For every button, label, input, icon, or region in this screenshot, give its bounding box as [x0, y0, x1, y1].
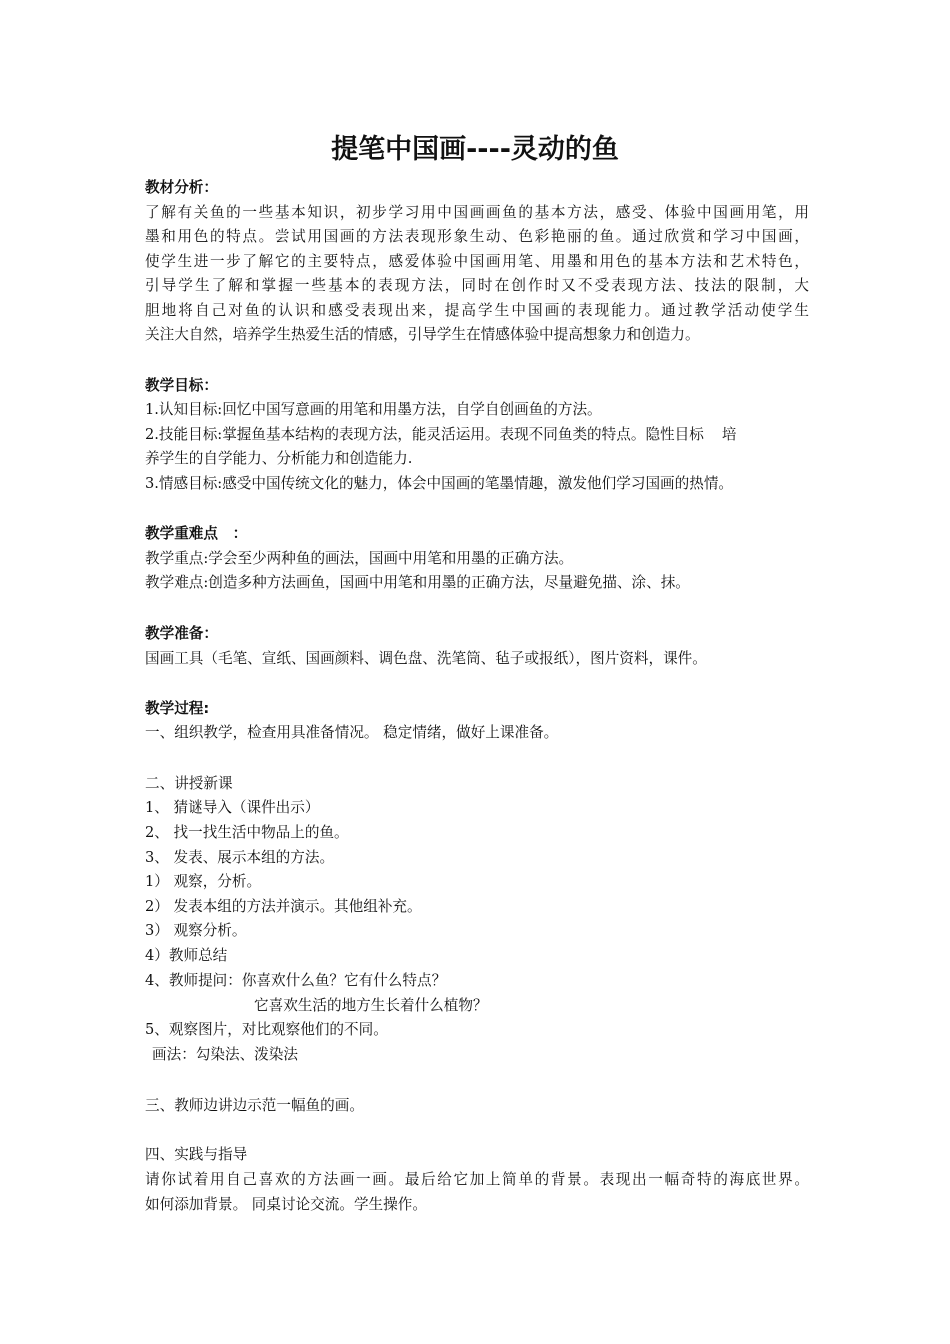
process-line: 四、实践与指导 [145, 1146, 248, 1163]
process-line: 三、教师边讲边示范一幅鱼的画。 [145, 1097, 364, 1114]
process-line: 如何添加背景。 同桌讨论交流。学生操作。 [145, 1196, 427, 1213]
process-line: 它喜欢生活的地方生长着什么植物？ [254, 997, 488, 1014]
process-line: 4）教师总结 [145, 947, 228, 964]
process-line: 4、教师提问：你喜欢什么鱼？它有什么特点？ [145, 972, 447, 989]
paragraph-line: 使学生进一步了解它的主要特点，感爱体验中国画用笔、用墨和用色的基本方法和艺术特色， [145, 253, 809, 270]
process-line: 2） 发表本组的方法并演示。其他组补充。 [145, 898, 422, 915]
process-line: 2、 找一找生活中物品上的鱼。 [145, 824, 349, 841]
process-line: 3） 观察分析。 [145, 922, 247, 939]
paragraph-line: 了解有关鱼的一些基本知识，初步学习用中国画画鱼的基本方法，感受、体验中国画用笔，用 [145, 204, 809, 221]
document-title: 提笔中国画----灵动的鱼 [331, 134, 619, 165]
goal-line-text: 2.技能目标:掌握鱼基本结构的表现方法，能灵活运用。表现不同鱼类的特点。隐性目标 [145, 426, 704, 443]
process-line: 请你试着用自己喜欢的方法画一画。最后给它加上简单的背景。表现出一幅奇特的海底世界。 [145, 1171, 809, 1188]
paragraph-line: 关注大自然，培养学生热爱生活的情感，引导学生在情感体验中提高想象力和创造力。 [145, 326, 700, 343]
process-line: 1） 观察，分析。 [145, 873, 262, 890]
goal-line [145, 423, 736, 447]
process-line: 画法：勾染法、泼染法 [152, 1046, 298, 1063]
preparation-line: 国画工具（毛笔、宣纸、国画颜料、调色盘、洗笔筒、毡子或报纸），图片资料，课件。 [145, 650, 707, 667]
process-line: 1、 猜谜导入（课件出示） [145, 799, 320, 816]
paragraph-line: 墨和用色的特点。尝试用国画的方法表现形象生动、色彩艳丽的鱼。通过欣赏和学习中国画， [145, 228, 809, 245]
process-line: 5、观察图片，对比观察他们的不同。 [145, 1021, 388, 1038]
goal-line: 1.认知目标:回忆中国写意画的用笔和用墨方法，自学自创画鱼的方法。 [145, 401, 602, 418]
paragraph-line: 胆地将自己对鱼的认识和感受表现出来，提高学生中国画的表现能力。通过教学活动使学生 [145, 302, 809, 319]
section-heading-teaching-process: 教学过程: [145, 700, 210, 717]
process-line: 3、 发表、展示本组的方法。 [145, 849, 335, 866]
paragraph-line: 引导学生了解和掌握一些基本的表现方法，同时在创作时又不受表现方法、技法的限制，大 [145, 277, 809, 294]
key-point-line: 教学重点:学会至少两种鱼的画法，国画中用笔和用墨的正确方法。 [145, 550, 574, 567]
goal-line-tail: 培 [721, 426, 737, 443]
section-heading-key-points: 教学重难点 ： [145, 525, 248, 542]
process-line: 一、组织教学，检查用具准备情况。 稳定情绪，做好上课准备。 [145, 724, 559, 741]
section-heading-teaching-goals: 教学目标： [145, 377, 218, 394]
section-heading-material-analysis: 教材分析： [145, 179, 218, 196]
process-line: 二、讲授新课 [145, 775, 233, 792]
section-heading-preparation: 教学准备： [145, 625, 218, 642]
goal-line: 养学生的自学能力、分析能力和创造能力. [145, 450, 413, 467]
difficulty-line: 教学难点:创造多种方法画鱼，国画中用笔和用墨的正确方法，尽量避免描、涂、抹。 [145, 574, 690, 591]
goal-line: 3.情感目标:感受中国传统文化的魅力，体会中国画的笔墨情趣，激发他们学习国画的热情。 [145, 475, 734, 492]
